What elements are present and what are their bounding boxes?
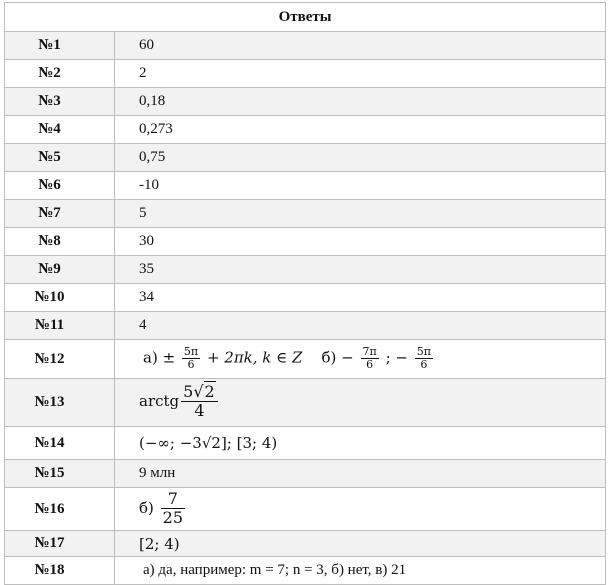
row-number: №11: [5, 312, 115, 340]
row-number: №16: [5, 488, 115, 531]
fraction-numerator: 7: [161, 491, 185, 509]
row-answer-formula: [115, 488, 606, 531]
table-row: [5, 256, 606, 284]
row-number: №18: [5, 557, 115, 585]
row-answer: 30: [115, 228, 606, 256]
part-b-label: б) −: [321, 349, 354, 367]
row-number: №15: [5, 460, 115, 488]
answers-table: [4, 2, 606, 585]
row-number: №3: [5, 88, 115, 116]
row-number: №9: [5, 256, 115, 284]
row-number: №10: [5, 284, 115, 312]
row-answer: 0,75: [115, 144, 606, 172]
fraction: [161, 488, 185, 527]
table-row: [5, 312, 606, 340]
fraction-denominator: 6: [187, 357, 195, 371]
table-row: [5, 60, 606, 88]
fraction-denominator: 6: [420, 357, 428, 371]
table-title: Ответы: [5, 3, 606, 32]
numerator-radicand: 2: [204, 382, 215, 402]
part-a-rest: + 2πk, k ∈ Z: [206, 349, 303, 367]
row-answer: 5: [115, 200, 606, 228]
table-row: [5, 531, 606, 557]
row-number: №14: [5, 427, 115, 460]
table-row: [5, 144, 606, 172]
row-number: №8: [5, 228, 115, 256]
row-number: №12: [5, 340, 115, 379]
table-row: [5, 460, 606, 488]
part-b-label: б): [139, 499, 154, 517]
row-number: №6: [5, 172, 115, 200]
row-answer: 34: [115, 284, 606, 312]
row-answer: 4: [115, 312, 606, 340]
table-row: [5, 284, 606, 312]
fraction-denominator: 6: [366, 357, 374, 371]
row-answer: 35: [115, 256, 606, 284]
row-number: №13: [5, 379, 115, 427]
fraction: [361, 346, 379, 371]
table-header-row: [5, 3, 606, 32]
fraction-numerator: 5π: [183, 345, 199, 359]
row-answer: 60: [115, 32, 606, 60]
fraction-numerator: 5√2: [181, 384, 218, 402]
table-row: [5, 557, 606, 585]
table-row: [5, 200, 606, 228]
fraction: [415, 346, 433, 371]
table-row: [5, 379, 606, 427]
row-number: №7: [5, 200, 115, 228]
row-answer: -10: [115, 172, 606, 200]
row-answer: 0,273: [115, 116, 606, 144]
table-row: [5, 172, 606, 200]
fraction-numerator: 5π: [416, 345, 431, 359]
part-b-separator: ; −: [385, 349, 408, 367]
table-row: [5, 116, 606, 144]
row-number: №5: [5, 144, 115, 172]
row-number: №1: [5, 32, 115, 60]
table-row: [5, 32, 606, 60]
row-answer: а) да, например: m = 7; n = 3, б) нет, в) 21: [115, 557, 606, 585]
row-answer: 0,18: [115, 88, 606, 116]
table-row: [5, 340, 606, 379]
row-number: №2: [5, 60, 115, 88]
table-row: [5, 88, 606, 116]
table-row: [5, 427, 606, 460]
arctg-prefix: arctg: [139, 392, 180, 411]
row-number: №17: [5, 531, 115, 557]
table-row: [5, 488, 606, 531]
fraction-numerator: 7π: [362, 345, 377, 359]
numerator-coefficient: 5: [183, 382, 194, 402]
row-answer: 2: [115, 60, 606, 88]
row-number: №4: [5, 116, 115, 144]
row-answer: (−∞; −3√2]; [3; 4): [115, 427, 606, 460]
fraction-denominator: 4: [194, 401, 205, 421]
fraction: [181, 384, 218, 420]
fraction: [182, 346, 200, 371]
row-answer: 9 млн: [115, 460, 606, 488]
row-answer-formula: [115, 379, 606, 427]
row-answer: [2; 4): [115, 531, 606, 557]
table-row: [5, 228, 606, 256]
part-a-label: а) ±: [143, 349, 176, 367]
fraction-denominator: 25: [162, 507, 184, 527]
row-answer-formula: [115, 340, 606, 379]
